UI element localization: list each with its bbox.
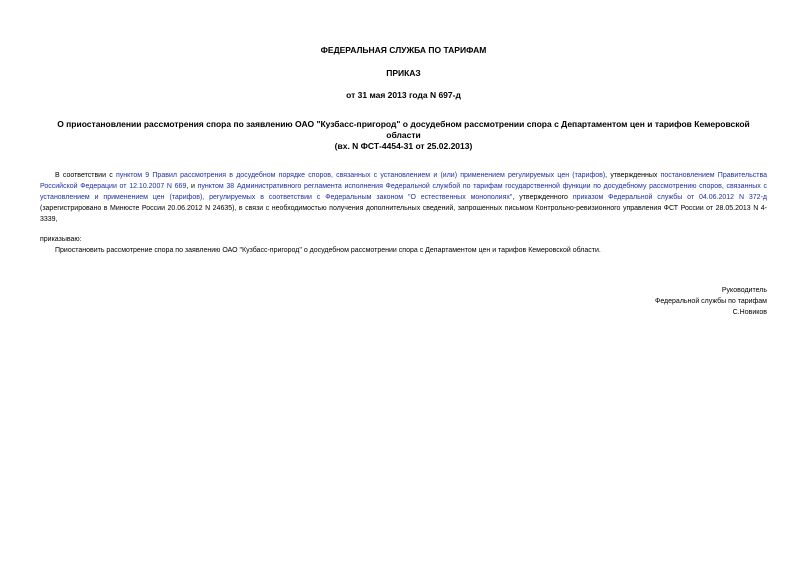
preamble-text: , утвержденных xyxy=(605,172,661,179)
document-type: ПРИКАЗ xyxy=(386,68,421,78)
signature-organization: Федеральной службы по тарифам xyxy=(655,298,767,305)
signature-title: Руководитель xyxy=(721,287,767,294)
signature-name: С.Новиков xyxy=(732,309,767,316)
link-government-resolution[interactable]: постановлением Правительства Российской Федерации от 12.10.2007 N 669 xyxy=(40,172,768,190)
preamble-paragraph xyxy=(40,170,767,225)
document-subject xyxy=(40,119,767,152)
document-date-number: от 31 мая 2013 года N 697-д xyxy=(346,90,461,100)
subject-line: О приостановлении рассмотрения спора по заявлению ОАО "Кузбасс-пригород" о досудебном рассмотрении спора с Департаментом цен и тарифов Кемеровской области xyxy=(57,119,750,140)
order-word: приказываю: xyxy=(40,236,82,243)
link-regulation-item-38[interactable]: пунктом 38 Административного регламента исполнения Федеральной службой по тарифам государственной функции по досудебному рассмотрению споров, связанных с установлением и применением цен (тарифов), регулируемых в соответствии с Федеральным законом "О естественных монополиях" xyxy=(40,183,767,201)
link-fst-order[interactable]: приказом Федеральной службы от 04.06.2012 N 372-д xyxy=(572,194,767,201)
link-rules-item-9[interactable]: пунктом 9 Правил рассмотрения в досудебном порядке споров, связанных с установлением и (или) применением регулируемых цен (тарифов) xyxy=(115,172,606,179)
preamble-text: , утвержденного xyxy=(512,194,573,201)
subject-reference: (вх. N ФСТ-4454-31 от 25.02.2013) xyxy=(334,141,473,151)
agency-title: ФЕДЕРАЛЬНАЯ СЛУЖБА ПО ТАРИФАМ xyxy=(320,45,487,55)
preamble-text: (зарегистрировано в Минюсте России 20.06.2012 N 24635), в связи с необходимостью получения дополнительных сведений, запрошенных письмом Контрольно-ревизионного управления ФСТ России от 28.05.2013 N 4-3339, xyxy=(40,205,767,223)
order-clause: Приостановить рассмотрение спора по заявлению ОАО "Кузбасс-пригород" о досудебном рассмотрении спора с Департаментом цен и тарифов Кемеровской области. xyxy=(55,247,601,254)
preamble-text: В соответствии с xyxy=(55,172,116,179)
preamble-text: , и xyxy=(186,183,198,190)
